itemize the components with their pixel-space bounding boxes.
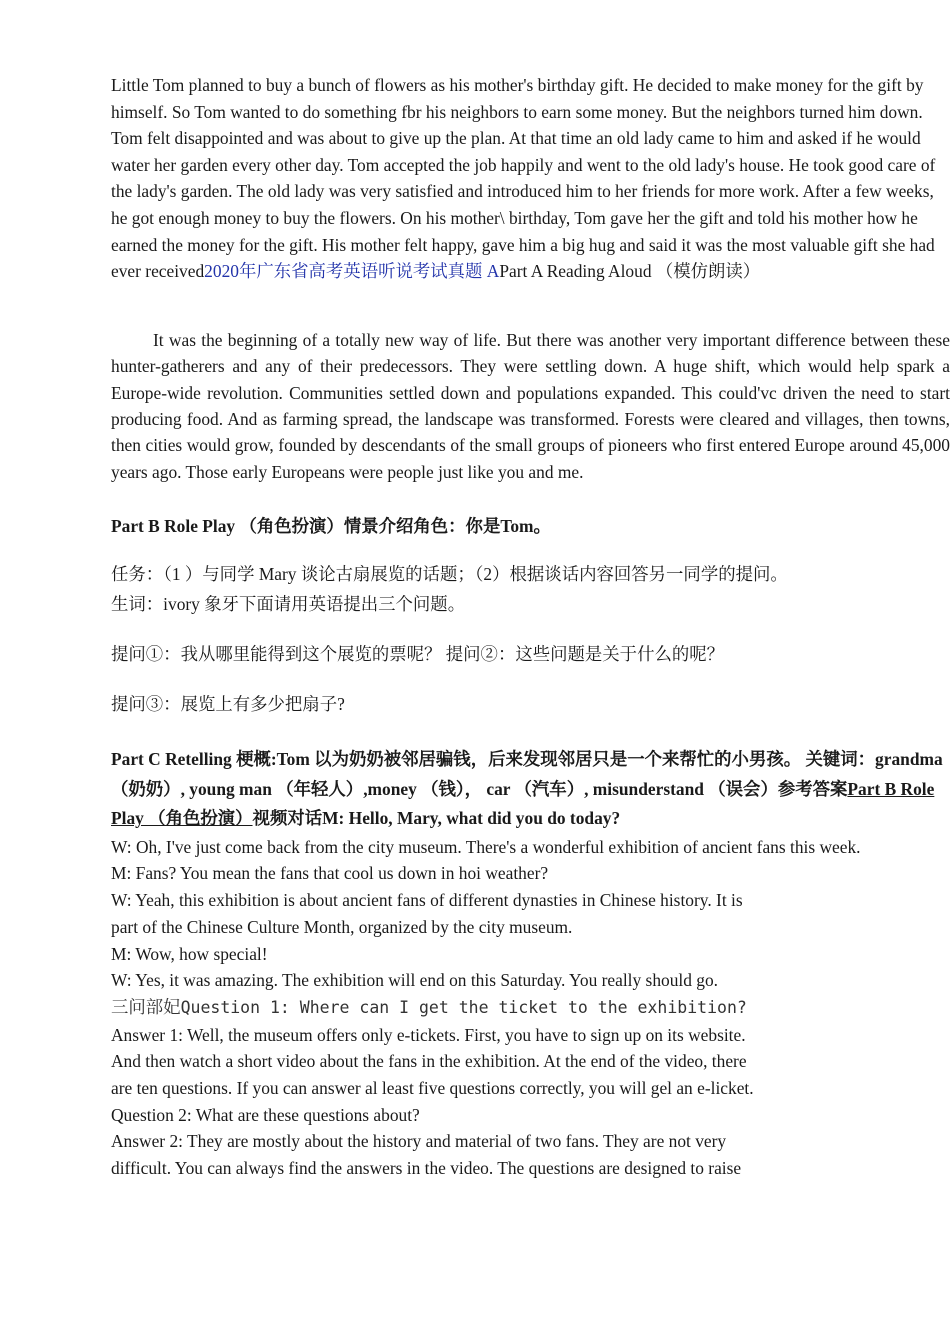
reading-passage — [111, 327, 950, 485]
dialog-line: part of the Chinese Culture Month, organized by the city museum. — [111, 916, 573, 937]
dialog-line: W: Yes, it was amazing. The exhibition will end on this Saturday. You really should go. — [111, 970, 719, 991]
answer-line: Answer 2: They are mostly about the history and material of two fans. They are not very — [111, 1131, 727, 1152]
part-b-vocab: 生词：ivory 象牙下面请用英语提出三个问题。 — [111, 594, 466, 615]
dialog-line: W: Oh, I've just come back from the city museum. There's a wonderful exhibition of ancient fans this week. — [111, 836, 861, 857]
part-b-question-3: 提问③：展览上有多少把扇子? — [111, 694, 345, 715]
answer-line: Question 2: What are these questions about? — [111, 1104, 420, 1125]
question-1: Question 1: Where can I get the ticket to the exhibition? — [180, 997, 747, 1017]
question-1-line — [111, 994, 950, 1022]
answer-line: And then watch a short video about the fans in the exhibition. At the end of the video, there — [111, 1051, 747, 1072]
answer-line: difficult. You can always find the answers in the video. The questions are designed to raise — [111, 1158, 742, 1179]
part-b-heading: Part B Role Play （角色扮演）情景介绍角色：你是Tom。 — [111, 516, 551, 537]
part-b-questions-1-2: 提问①：我从哪里能得到这个展览的票呢？ 提问②：这些问题是关于什么的呢？ — [111, 644, 725, 665]
passage-text: It was the beginning of a totally new way of life. But there was another very important difference between these hunter-gatherers and any of their predecessors. They were settling down. A huge shift, which would help spark a Europe-wide revolution. Communities settled down and populations expanded. This could'vc driven the need to start producing food. And as farming spread, the landscape was transformed. Forests were cleared and villages, then towns, then cities would grow, founded by descendants of the small groups of pioneers who first entered Europe around 45,000 years ago. Those early Europeans were people just like you and me. — [111, 329, 950, 482]
dialog-line: M: Fans? You mean the fans that cool us down in hoi weather? — [111, 863, 549, 884]
answer-line: Answer 1: Well, the museum offers only e-tickets. First, you have to sign up on its website. — [111, 1024, 746, 1045]
part-c-intro: Part C Retelling 梗概:Tom 以为奶奶被邻居骗钱，后来发现邻居只是一个来帮忙的小男孩。 关键词：grandma （奶奶）, young man （年轻人）,money （钱）， car （汽车）, misunderstand （误会）参考答案 — [111, 749, 943, 799]
part-a-heading: Part A Reading Aloud （模仿朗读） — [499, 261, 761, 282]
answer-line: are ten questions. If you can answer al least five questions correctly, you will gel an e-licket. — [111, 1078, 754, 1099]
part-b-task-block — [111, 559, 950, 619]
exam-title-link[interactable]: 2020年广东省高考英语听说考试真题 A — [204, 261, 500, 282]
story-paragraph — [111, 72, 950, 285]
part-b-task: 任务：（1 ）与同学 Mary 谈论古扇展览的话题；（2）根据谈话内容回答另一同学的提问。 — [111, 564, 788, 585]
part-b-role-play-ref: Part B Role Play （角色扮演） — [111, 778, 935, 829]
story-text: Little Tom planned to buy a bunch of flowers as his mother's birthday gift. He decided to make money for the gift by himself. So Tom wanted to do something fbr his neighbors to earn some money. But the neighbors turned him down. Tom felt disappointed and was about to give up the plan. At that time an old lady came to him and asked if he would water her garden every other day. Tom accepted the job happily and went to the old lady's house. He took good care of the lady's garden. The old lady was very satisfied and introduced him to her friends for more work. After a few weeks, he got enough money to buy the flowers. On his mother\ birthday, Tom gave her the gift and told his mother how he earned the money for the gift. His mother felt happy, gave him a big hug and said it was the most valuable gift she had ever received — [111, 75, 936, 282]
part-c-heading — [111, 745, 950, 834]
dialog-line: W: Yeah, this exhibition is about ancient fans of different dynasties in Chinese history. It is — [111, 890, 743, 911]
document-page — [111, 72, 950, 1182]
dialog-transcript — [111, 834, 950, 1182]
dialog-opening: 视频对话M: Hello, Mary, what did you do today? — [252, 808, 621, 829]
questions-label: 三问部妃 — [111, 996, 181, 1017]
dialog-line: M: Wow, how special! — [111, 943, 268, 964]
